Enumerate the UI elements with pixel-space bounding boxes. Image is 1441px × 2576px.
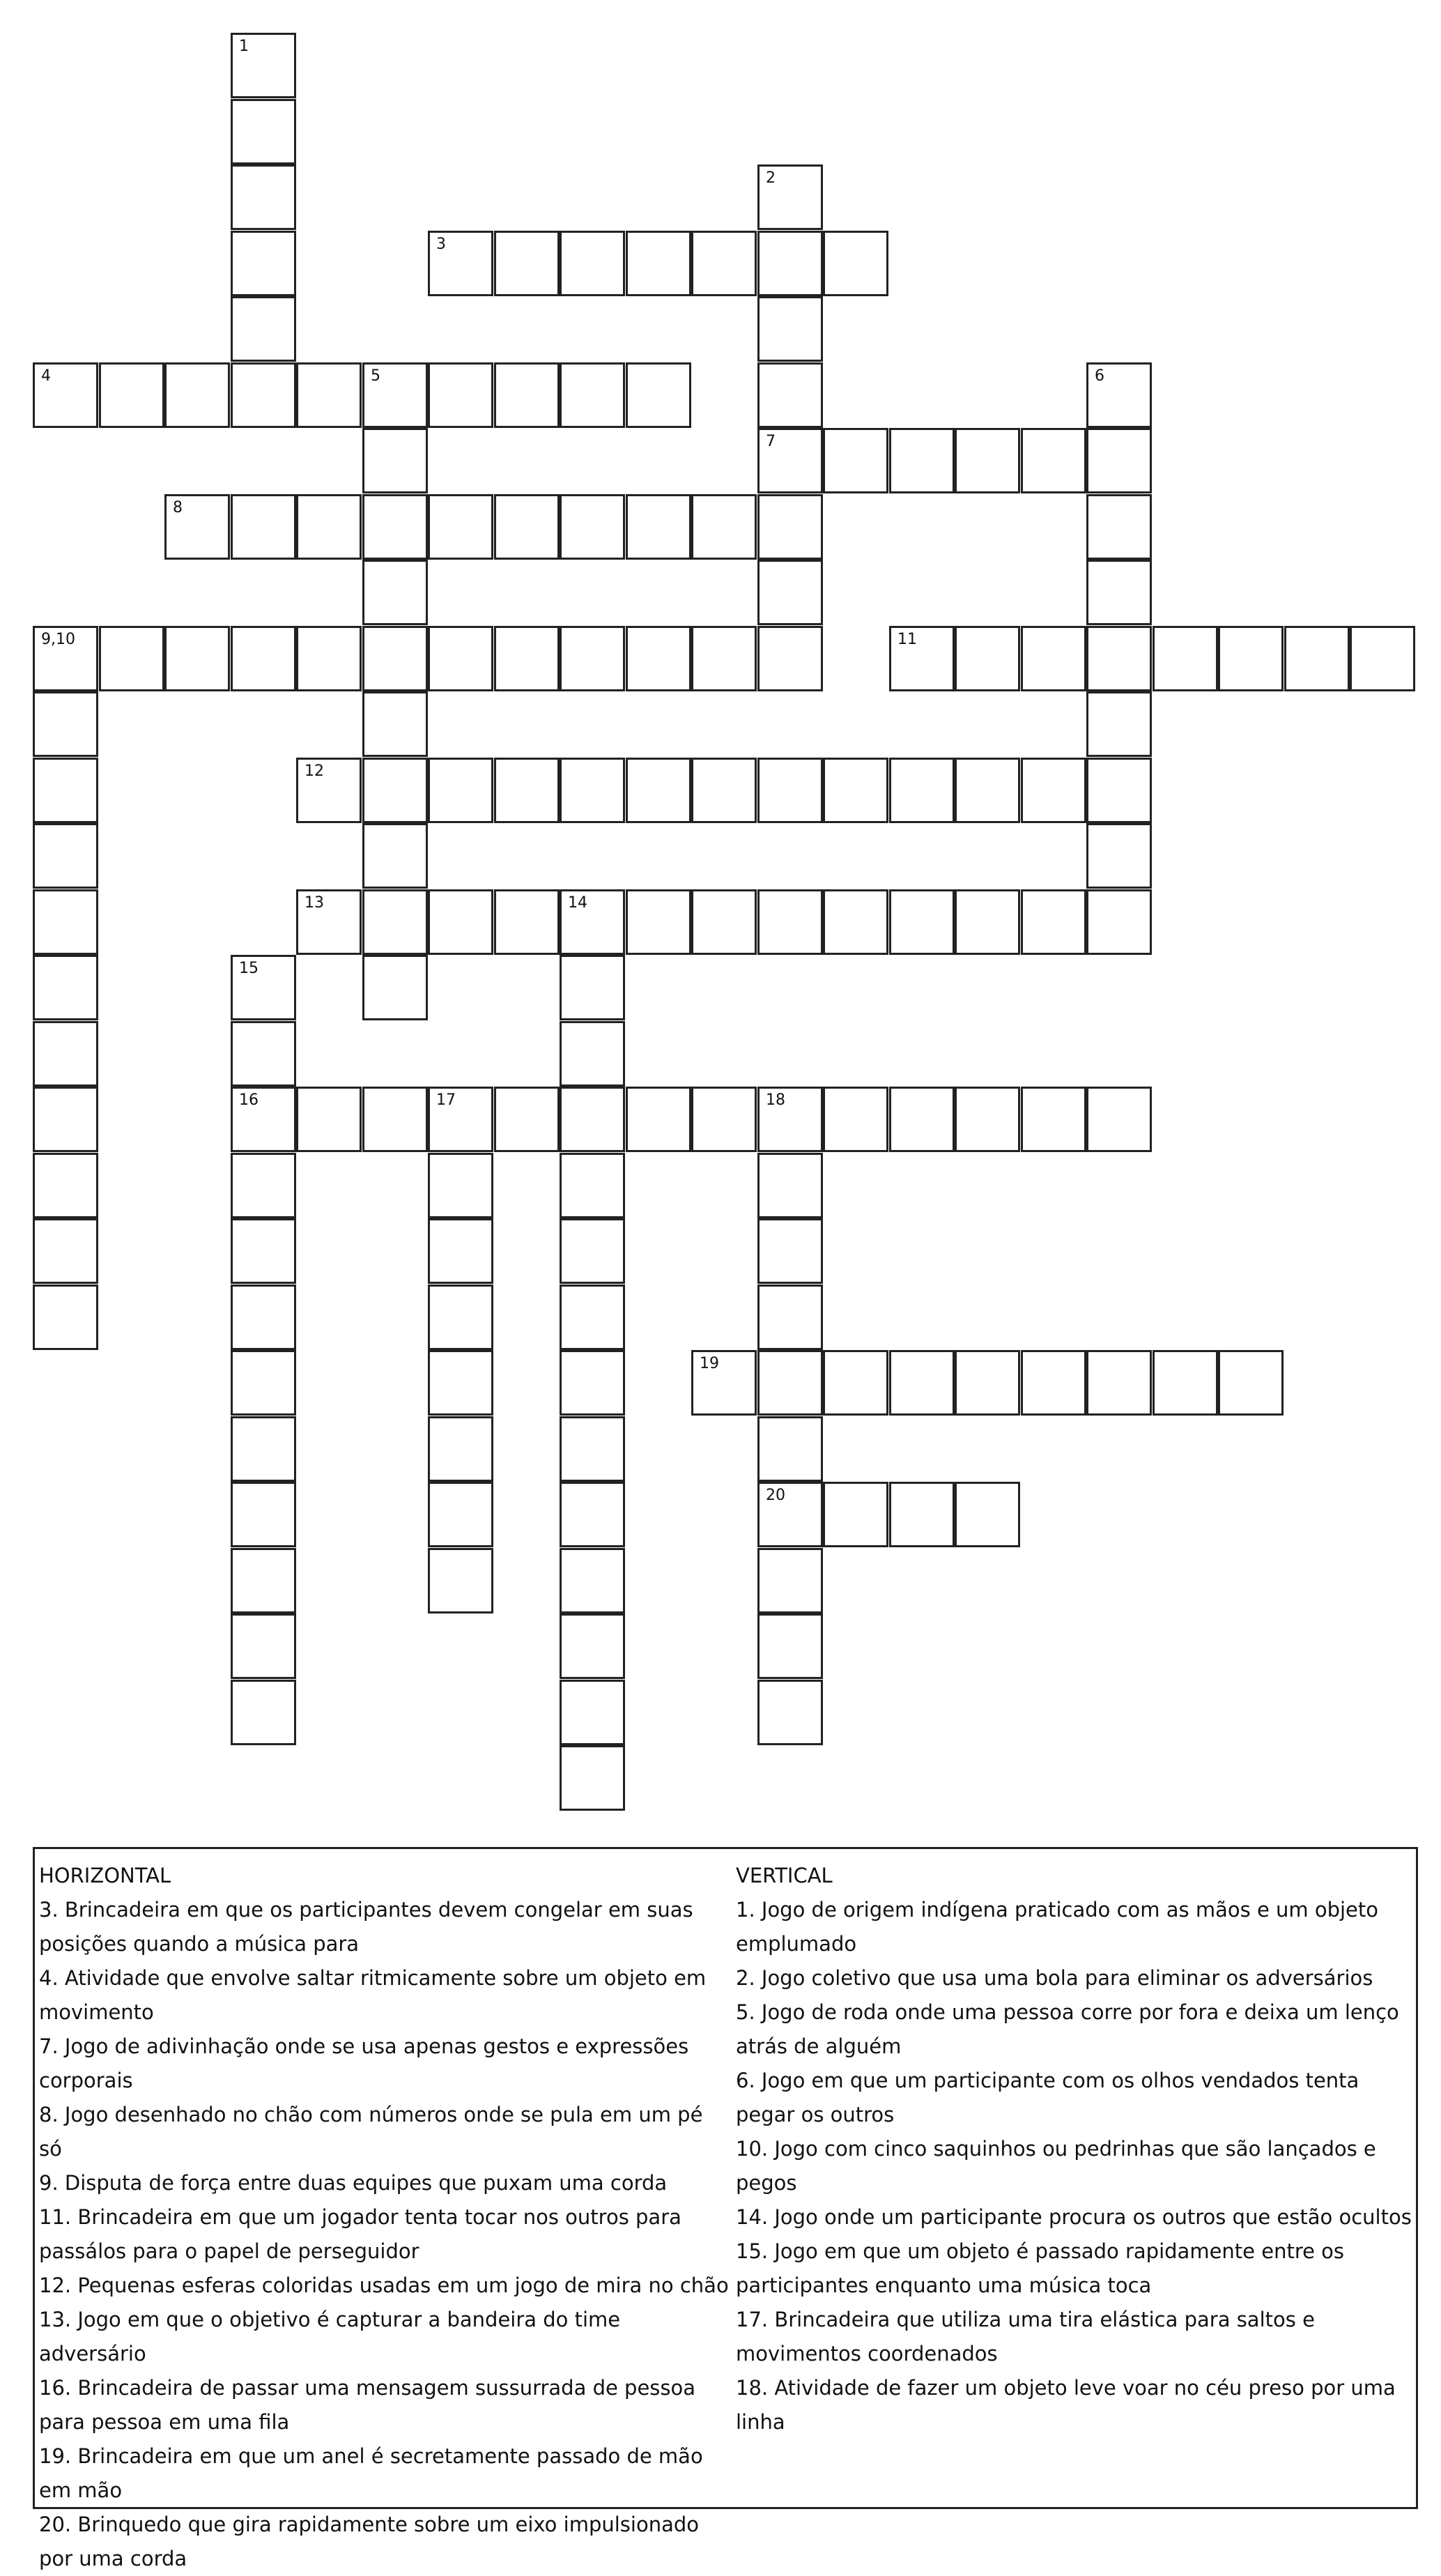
clue-h11: 11. Brincadeira em que um jogador tenta tocar nos outros para passálos para o papel de perseguidor — [39, 2205, 681, 2263]
grid-cell[interactable] — [1086, 560, 1152, 625]
grid-cell[interactable] — [823, 1087, 888, 1152]
grid-cell[interactable] — [428, 1548, 493, 1613]
grid-cell[interactable] — [560, 231, 625, 296]
clue-h13: 13. Jogo em que o objetivo é capturar a bandeira do time adversário — [39, 2308, 621, 2366]
grid-cell[interactable] — [428, 1416, 493, 1482]
grid-cell[interactable] — [1021, 1087, 1086, 1152]
grid-cell[interactable] — [955, 758, 1020, 823]
grid-cell[interactable] — [691, 494, 757, 560]
grid-cell[interactable] — [362, 362, 428, 428]
grid-cell[interactable] — [1350, 626, 1415, 691]
grid-cell[interactable] — [231, 296, 296, 362]
grid-cell[interactable] — [955, 1350, 1020, 1416]
grid-cell[interactable] — [823, 428, 888, 493]
grid-cell[interactable] — [1086, 1350, 1152, 1416]
grid-cell[interactable] — [33, 1285, 98, 1350]
grid-cell[interactable] — [362, 428, 428, 493]
grid-cell[interactable] — [362, 758, 428, 823]
grid-cell[interactable] — [164, 494, 230, 560]
grid-cell[interactable] — [889, 1350, 955, 1416]
grid-cell[interactable] — [231, 164, 296, 230]
grid-cell[interactable] — [757, 1416, 823, 1482]
grid-cell[interactable] — [296, 889, 362, 955]
clue-v1: 1. Jogo de origem indígena praticado com as mãos e um objeto emplumado — [736, 1898, 1379, 1956]
grid-cell[interactable] — [757, 296, 823, 362]
grid-cell[interactable] — [362, 1087, 428, 1152]
grid-cell[interactable] — [757, 494, 823, 560]
clue-h8: 8. Jogo desenhado no chão com números onde se pula em um pé só — [39, 2103, 703, 2161]
grid-cell[interactable] — [494, 494, 560, 560]
clue-v5: 5. Jogo de roda onde uma pessoa corre por fora e deixa um lenço atrás de alguém — [736, 2000, 1399, 2058]
clue-v10: 10. Jogo com cinco saquinhos ou pedrinhas que são lançados e pegos — [736, 2137, 1376, 2195]
grid-cell[interactable] — [757, 560, 823, 625]
clue-v17: 17. Brincadeira que utiliza uma tira elástica para saltos e movimentos coordenados — [736, 2308, 1315, 2366]
grid-cell[interactable] — [1086, 494, 1152, 560]
horizontal-heading: HORIZONTAL — [39, 1864, 171, 1887]
grid-cell[interactable] — [231, 99, 296, 164]
grid-cell[interactable] — [1086, 362, 1152, 428]
grid-cell[interactable] — [296, 626, 362, 691]
clue-number: 3 — [436, 236, 446, 253]
grid-cell[interactable] — [296, 758, 362, 823]
grid-cell[interactable] — [33, 889, 98, 955]
clue-number: 20 — [766, 1487, 785, 1504]
grid-cell[interactable] — [428, 889, 493, 955]
grid-cell[interactable] — [494, 626, 560, 691]
grid-cell[interactable] — [757, 626, 823, 691]
grid-cell[interactable] — [757, 1153, 823, 1218]
grid-cell[interactable] — [428, 1285, 493, 1350]
grid-cell[interactable] — [560, 1680, 625, 1745]
grid-cell[interactable] — [1086, 889, 1152, 955]
grid-cell[interactable] — [560, 1218, 625, 1284]
grid-cell[interactable] — [1086, 758, 1152, 823]
grid-cell[interactable] — [560, 758, 625, 823]
grid-cell[interactable] — [626, 1087, 691, 1152]
grid-cell[interactable] — [955, 1482, 1020, 1547]
grid-cell[interactable] — [231, 33, 296, 98]
grid-cell[interactable] — [889, 428, 955, 493]
grid-cell[interactable] — [428, 231, 493, 296]
clue-number: 5 — [371, 367, 380, 385]
grid-cell[interactable] — [560, 1482, 625, 1547]
grid-cell[interactable] — [428, 362, 493, 428]
grid-cell[interactable] — [33, 1218, 98, 1284]
grid-cell[interactable] — [362, 560, 428, 625]
grid-cell[interactable] — [560, 955, 625, 1020]
grid-cell[interactable] — [428, 1350, 493, 1416]
grid-cell[interactable] — [231, 1416, 296, 1482]
grid-cell[interactable] — [428, 1153, 493, 1218]
grid-cell[interactable] — [33, 955, 98, 1020]
clue-v6: 6. Jogo em que um participante com os olhos vendados tenta pegar os outros — [736, 2069, 1359, 2126]
grid-cell[interactable] — [691, 758, 757, 823]
clue-h16: 16. Brincadeira de passar uma mensagem sussurrada de pessoa para pessoa em uma fila — [39, 2376, 696, 2434]
grid-cell[interactable] — [823, 758, 888, 823]
grid-cell[interactable] — [889, 1087, 955, 1152]
clue-h4: 4. Atividade que envolve saltar ritmicamente sobre um objeto em movimento — [39, 1966, 707, 2024]
clue-v14: 14. Jogo onde um participante procura os outros que estão ocultos — [736, 2205, 1412, 2229]
grid-cell[interactable] — [955, 626, 1020, 691]
grid-cell[interactable] — [428, 758, 493, 823]
grid-cell[interactable] — [1021, 758, 1086, 823]
grid-cell[interactable] — [362, 955, 428, 1020]
grid-cell[interactable] — [231, 494, 296, 560]
grid-cell[interactable] — [296, 362, 362, 428]
grid-cell[interactable] — [823, 1482, 888, 1547]
grid-cell[interactable] — [691, 889, 757, 955]
vertical-clues — [736, 1859, 1415, 2439]
grid-cell[interactable] — [362, 691, 428, 757]
grid-cell[interactable] — [757, 889, 823, 955]
grid-cell[interactable] — [560, 889, 625, 955]
grid-cell[interactable] — [560, 362, 625, 428]
grid-cell[interactable] — [494, 1087, 560, 1152]
grid-cell[interactable] — [99, 626, 164, 691]
grid-cell[interactable] — [362, 494, 428, 560]
grid-cell[interactable] — [626, 758, 691, 823]
clue-number: 8 — [173, 499, 183, 516]
grid-cell[interactable] — [823, 231, 888, 296]
clue-number: 16 — [239, 1091, 259, 1109]
vertical-heading: VERTICAL — [736, 1864, 833, 1887]
grid-cell[interactable] — [231, 231, 296, 296]
grid-cell[interactable] — [231, 626, 296, 691]
grid-cell[interactable] — [33, 758, 98, 823]
grid-cell[interactable] — [626, 231, 691, 296]
grid-cell[interactable] — [757, 1548, 823, 1613]
clue-number: 11 — [897, 631, 917, 648]
grid-cell[interactable] — [560, 1153, 625, 1218]
grid-cell[interactable] — [560, 1613, 625, 1679]
clue-number: 13 — [305, 894, 324, 912]
grid-cell[interactable] — [494, 758, 560, 823]
grid-cell[interactable] — [33, 823, 98, 889]
clue-h12: 12. Pequenas esferas coloridas usadas em um jogo de mira no chão — [39, 2274, 729, 2297]
grid-cell[interactable] — [889, 889, 955, 955]
grid-cell[interactable] — [164, 362, 230, 428]
grid-cell[interactable] — [757, 1482, 823, 1547]
grid-cell[interactable] — [231, 362, 296, 428]
grid-cell[interactable] — [626, 626, 691, 691]
grid-cell[interactable] — [560, 626, 625, 691]
grid-cell[interactable] — [296, 1087, 362, 1152]
clue-number: 18 — [766, 1091, 785, 1109]
grid-cell[interactable] — [757, 1218, 823, 1284]
grid-cell[interactable] — [494, 362, 560, 428]
grid-cell[interactable] — [231, 955, 296, 1020]
grid-cell[interactable] — [164, 626, 230, 691]
grid-cell[interactable] — [33, 626, 98, 691]
grid-cell[interactable] — [560, 1548, 625, 1613]
clue-number: 4 — [41, 367, 51, 385]
grid-cell[interactable] — [889, 758, 955, 823]
grid-cell[interactable] — [231, 1350, 296, 1416]
grid-cell[interactable] — [1218, 626, 1284, 691]
grid-cell[interactable] — [889, 626, 955, 691]
grid-cell[interactable] — [955, 889, 1020, 955]
clue-v18: 18. Atividade de fazer um objeto leve voar no céu preso por uma linha — [736, 2376, 1396, 2434]
grid-cell[interactable] — [757, 164, 823, 230]
clue-number: 7 — [766, 433, 776, 450]
grid-cell[interactable] — [33, 1021, 98, 1087]
clue-number: 12 — [305, 762, 324, 780]
grid-cell[interactable] — [757, 1613, 823, 1679]
grid-cell[interactable] — [1086, 691, 1152, 757]
grid-cell[interactable] — [626, 362, 691, 428]
grid-cell[interactable] — [231, 1548, 296, 1613]
grid-cell[interactable] — [362, 889, 428, 955]
grid-cell[interactable] — [691, 231, 757, 296]
grid-cell[interactable] — [1086, 823, 1152, 889]
clue-number: 17 — [436, 1091, 456, 1109]
grid-cell[interactable] — [626, 494, 691, 560]
horizontal-clues — [39, 1859, 729, 2576]
grid-cell[interactable] — [889, 1482, 955, 1547]
grid-cell[interactable] — [33, 362, 98, 428]
grid-cell[interactable] — [428, 1087, 493, 1152]
clue-v2: 2. Jogo coletivo que usa uma bola para eliminar os adversários — [736, 1966, 1373, 1990]
grid-cell[interactable] — [1021, 1350, 1086, 1416]
grid-cell[interactable] — [955, 1087, 1020, 1152]
grid-cell[interactable] — [231, 1482, 296, 1547]
clue-number: 14 — [568, 894, 587, 912]
grid-cell[interactable] — [1086, 428, 1152, 493]
grid-cell[interactable] — [757, 1680, 823, 1745]
grid-cell[interactable] — [428, 1482, 493, 1547]
grid-cell[interactable] — [560, 1021, 625, 1087]
grid-cell[interactable] — [1086, 1087, 1152, 1152]
grid-cell[interactable] — [1021, 428, 1086, 493]
clue-number: 19 — [700, 1355, 719, 1372]
grid-cell[interactable] — [428, 626, 493, 691]
grid-cell[interactable] — [955, 428, 1020, 493]
clue-h7: 7. Jogo de adivinhação onde se usa apenas gestos e expressões corporais — [39, 2034, 689, 2092]
grid-cell[interactable] — [231, 1153, 296, 1218]
grid-cell[interactable] — [362, 626, 428, 691]
grid-cell[interactable] — [1021, 626, 1086, 691]
grid-cell[interactable] — [231, 1087, 296, 1152]
grid-cell[interactable] — [494, 889, 560, 955]
grid-cell[interactable] — [757, 428, 823, 493]
grid-cell[interactable] — [33, 1087, 98, 1152]
grid-cell[interactable] — [757, 1285, 823, 1350]
grid-cell[interactable] — [823, 889, 888, 955]
grid-cell[interactable] — [296, 494, 362, 560]
grid-cell[interactable] — [362, 823, 428, 889]
grid-cell[interactable] — [560, 1745, 625, 1811]
clue-number: 9,10 — [41, 631, 75, 648]
grid-cell[interactable] — [1218, 1350, 1284, 1416]
grid-cell[interactable] — [231, 1021, 296, 1087]
grid-cell[interactable] — [560, 1416, 625, 1482]
grid-cell[interactable] — [560, 494, 625, 560]
grid-cell[interactable] — [99, 362, 164, 428]
grid-cell[interactable] — [231, 1613, 296, 1679]
grid-cell[interactable] — [757, 758, 823, 823]
clue-h9: 9. Disputa de força entre duas equipes que puxam uma corda — [39, 2171, 668, 2195]
clue-v15: 15. Jogo em que um objeto é passado rapidamente entre os participantes enquanto uma música toca — [736, 2239, 1345, 2297]
grid-cell[interactable] — [428, 1218, 493, 1284]
clue-number: 6 — [1095, 367, 1104, 385]
grid-cell[interactable] — [1021, 889, 1086, 955]
clue-h20: 20. Brinquedo que gira rapidamente sobre um eixo impulsionado por uma corda — [39, 2513, 700, 2570]
grid-cell[interactable] — [757, 362, 823, 428]
grid-cell[interactable] — [823, 1350, 888, 1416]
grid-cell[interactable] — [1153, 626, 1218, 691]
clue-number: 15 — [239, 960, 259, 977]
grid-cell[interactable] — [231, 1218, 296, 1284]
grid-cell[interactable] — [757, 231, 823, 296]
grid-cell[interactable] — [560, 1285, 625, 1350]
grid-cell[interactable] — [626, 889, 691, 955]
grid-cell[interactable] — [757, 1087, 823, 1152]
grid-cell[interactable] — [494, 231, 560, 296]
grid-cell[interactable] — [1086, 626, 1152, 691]
grid-cell[interactable] — [1284, 626, 1350, 691]
grid-cell[interactable] — [428, 494, 493, 560]
grid-cell[interactable] — [691, 1350, 757, 1416]
clue-h19: 19. Brincadeira em que um anel é secretamente passado de mão em mão — [39, 2444, 703, 2502]
clues-box — [33, 1847, 1418, 2570]
grid-cell[interactable] — [691, 626, 757, 691]
grid-cell[interactable] — [560, 1087, 625, 1152]
clue-h3: 3. Brincadeira em que os participantes devem congelar em suas posições quando a música para — [39, 1898, 693, 1956]
grid-cell[interactable] — [231, 1285, 296, 1350]
grid-cell[interactable] — [33, 691, 98, 757]
grid-cell[interactable] — [231, 1680, 296, 1745]
grid-cell[interactable] — [33, 1153, 98, 1218]
clue-number: 1 — [239, 38, 249, 55]
grid-cell[interactable] — [757, 1350, 823, 1416]
clue-number: 2 — [766, 169, 776, 187]
grid-cell[interactable] — [560, 1350, 625, 1416]
grid-cell[interactable] — [1153, 1350, 1218, 1416]
grid-cell[interactable] — [691, 1087, 757, 1152]
